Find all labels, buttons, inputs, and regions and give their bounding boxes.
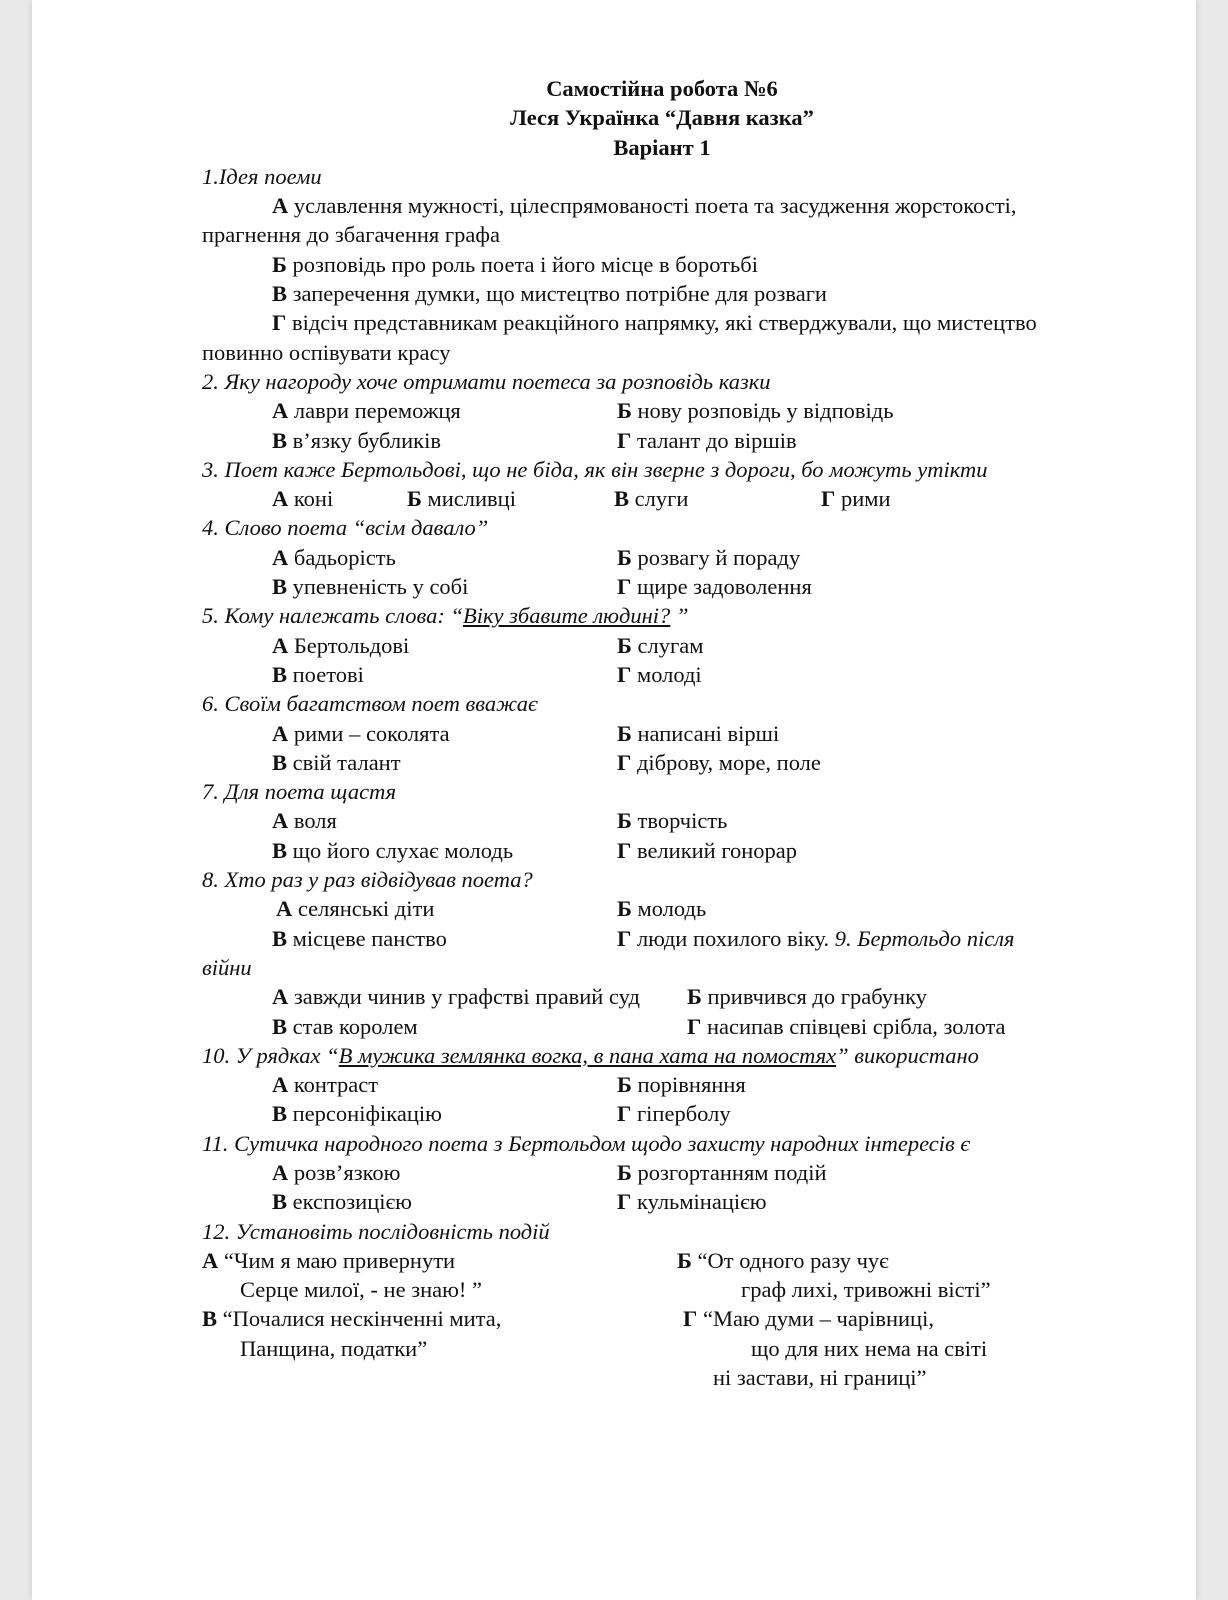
question-7: 7. Для поета щастя	[202, 779, 397, 805]
q12-option-d-line-3: ні застави, ні границі”	[713, 1365, 927, 1391]
q11-options-row-2	[202, 1187, 1142, 1216]
worksheet	[202, 74, 1142, 1392]
q5-option-c: В поетові	[272, 661, 364, 687]
q10-option-c: В персоніфікацію	[272, 1101, 442, 1127]
q10-options-row-2	[202, 1099, 1142, 1128]
q12-option-d: Г “Маю думи – чарівниці,	[683, 1306, 934, 1332]
q8-option-c: В місцеве панство	[272, 925, 447, 951]
q5-option-d: Г молоді	[617, 661, 702, 687]
q12-option-d-line-2: що для них нема на світі	[751, 1335, 988, 1361]
q12-option-b-line-2: граф лихі, тривожні вісті”	[741, 1277, 991, 1303]
q2-options-row-2	[202, 426, 1142, 455]
q1-option-a: А уславлення мужності, цілеспрямованості поета та засудження жорстокості,	[272, 193, 1017, 219]
question-8: 8. Хто раз у раз відвідував поета?	[202, 867, 533, 893]
q8-option-d: Г люди похилого віку. 9. Бертольдо після	[617, 925, 1015, 951]
q9-option-a: А завжди чинив у графстві правий суд	[272, 984, 640, 1010]
question-10: 10. У рядках “В мужика землянка вогка, в пана хата на помостях” використано	[202, 1042, 979, 1068]
question-11: 11. Сутичка народного поета з Бертольдом щодо захисту народних інтересів є	[202, 1130, 971, 1156]
q12-row-5	[202, 1363, 1142, 1392]
q12-row-4	[202, 1334, 1142, 1363]
q5-options-row-1	[202, 631, 1142, 660]
question-9-cont: війни	[202, 954, 252, 980]
q4-options-row-1	[202, 543, 1142, 572]
q11-options-row-1	[202, 1158, 1142, 1187]
q1-option-d-cont: повинно оспівувати красу	[202, 339, 451, 365]
q4-option-a: А бадьорість	[272, 544, 396, 570]
q7-option-b: Б творчість	[617, 808, 728, 834]
q6-option-a: А рими – соколята	[272, 720, 450, 746]
q7-option-c: В що його слухає молодь	[272, 837, 514, 863]
title-line-2: Леся Українка “Давня казка”	[510, 105, 814, 131]
q5-option-b: Б слугам	[617, 632, 704, 658]
q3-option-d: Г рими	[821, 486, 891, 512]
q3-option-a: А коні	[272, 486, 334, 512]
q12-option-b: Б “От одного разу чує	[677, 1247, 889, 1273]
question-5: 5. Кому належать слова: “Віку збавите людині? ”	[202, 603, 689, 629]
q4-option-b: Б розвагу й пораду	[617, 544, 801, 570]
q3-option-b: Б мисливці	[407, 486, 516, 512]
q9-option-d: Г насипав співцеві срібла, золота	[687, 1013, 1006, 1039]
q9-option-c: В став королем	[272, 1013, 418, 1039]
q1-option-a-cont: прагнення до збагачення графа	[202, 222, 500, 248]
q3-option-c: В слуги	[614, 486, 689, 512]
q10-options-row-1	[202, 1070, 1142, 1099]
q6-option-b: Б написані вірші	[617, 720, 780, 746]
q8-option-a: А селянські діти	[276, 896, 435, 922]
q8-options-row-2	[202, 924, 1142, 953]
q10-option-d: Г гіперболу	[617, 1101, 731, 1127]
q6-option-c: В свій талант	[272, 749, 401, 775]
q5-options-row-2	[202, 660, 1142, 689]
q8-options-row-1	[202, 894, 1142, 923]
q9-option-b: Б привчився до грабунку	[687, 984, 927, 1010]
q11-option-d: Г кульмінацією	[617, 1189, 767, 1215]
q10-option-b: Б порівняння	[617, 1072, 746, 1098]
q12-option-c: В “Почалися нескінченні мита,	[202, 1306, 502, 1332]
document-page	[32, 0, 1196, 1600]
title-line-3: Варіант 1	[613, 134, 711, 160]
q7-option-d: Г великий гонорар	[617, 837, 798, 863]
q5-quote: Віку збавите людині?	[462, 603, 671, 629]
q2-option-c: В в’язку бубликів	[272, 427, 441, 453]
q6-option-d: Г діброву, море, поле	[617, 749, 821, 775]
question-1: 1.Ідея поеми	[202, 163, 322, 189]
q2-option-d: Г талант до віршів	[617, 427, 797, 453]
q4-option-c: В упевненість у собі	[272, 574, 469, 600]
q1-option-c: В заперечення думки, що мистецтво потрібне для розваги	[272, 281, 827, 307]
q12-option-a: А “Чим я маю привернути	[202, 1247, 456, 1273]
q10-quote: В мужика землянка вогка, в пана хата на помостях	[338, 1042, 837, 1068]
q12-row-2	[202, 1275, 1142, 1304]
question-2: 2. Яку нагороду хоче отримати поетеса за розповідь казки	[202, 368, 771, 394]
q6-options-row-1	[202, 719, 1142, 748]
question-3: 3. Поет каже Бертольдові, що не біда, як він зверне з дороги, бо можуть утікти	[202, 456, 988, 482]
question-12: 12. Установіть послідовність подій	[202, 1218, 550, 1244]
q2-options-row-1	[202, 396, 1142, 425]
q12-option-c-line-2: Панщина, податки”	[240, 1335, 428, 1361]
question-6: 6. Своїм багатством поет вважає	[202, 691, 538, 717]
q4-options-row-2	[202, 572, 1142, 601]
q6-options-row-2	[202, 748, 1142, 777]
q11-option-a: А розв’язкою	[272, 1159, 401, 1185]
q9-options-row-1	[202, 982, 1142, 1011]
q11-option-b: Б розгортанням подій	[617, 1159, 827, 1185]
question-9-start: 9. Бертольдо після	[829, 925, 1015, 951]
q7-option-a: А воля	[272, 808, 337, 834]
q7-options-row-2	[202, 836, 1142, 865]
title-line-1: Самостійна робота №6	[546, 76, 778, 101]
q4-option-d: Г щире задоволення	[617, 574, 812, 600]
q5-option-a: А Бертольдові	[272, 632, 410, 658]
q3-options-row	[202, 484, 1142, 513]
q2-option-a: А лаври переможця	[272, 398, 461, 424]
q2-option-b: Б нову розповідь у відповідь	[617, 398, 894, 424]
q12-row-3	[202, 1304, 1142, 1333]
q1-option-b: Б розповідь про роль поета і його місце в боротьбі	[272, 251, 758, 277]
q8-option-b: Б молодь	[617, 896, 707, 922]
q1-option-d: Г відсіч представникам реакційного напрямку, які стверджували, що мистецтво	[272, 310, 1037, 336]
q12-row-1	[202, 1246, 1142, 1275]
q11-option-c: В експозицією	[272, 1189, 412, 1215]
q12-option-a-line-2: Серце милої, - не знаю! ”	[240, 1277, 483, 1303]
q9-options-row-2	[202, 1012, 1142, 1041]
q7-options-row-1	[202, 806, 1142, 835]
q10-option-a: А контраст	[272, 1072, 379, 1098]
question-4: 4. Слово поета “всім давало”	[202, 515, 489, 541]
